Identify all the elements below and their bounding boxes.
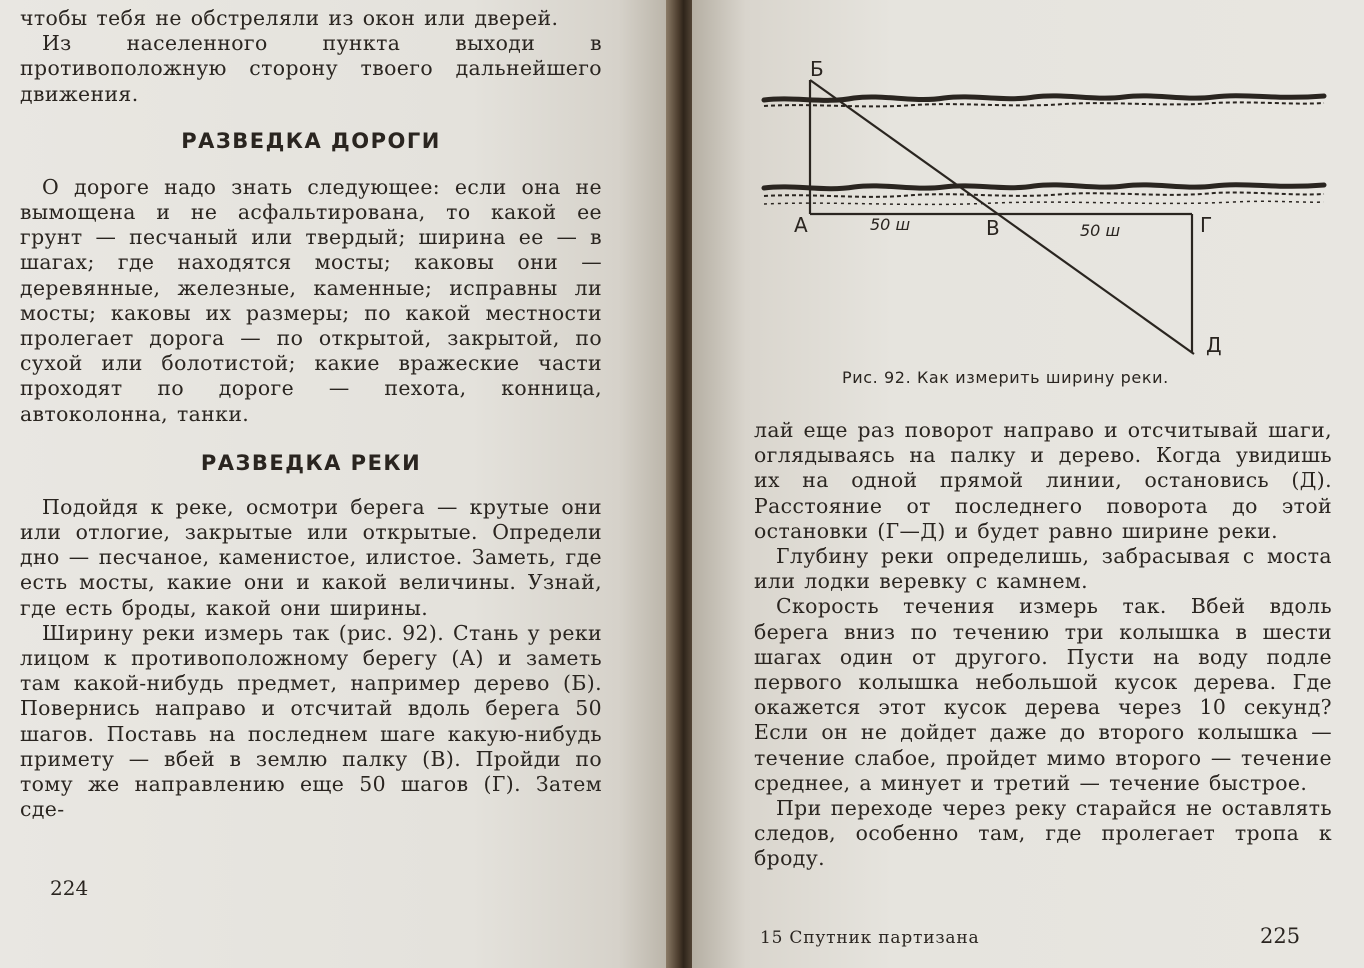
river-recon-paragraph-1: Подойдя к реке, осмотри берега — крутые они или отлогие, закрытые или открытые. Определи дно — песчаное, каменистое, илистое. Заметь, где есть мосты, какие они и какой величины. Узнай, где есть броды, какой они ширины.	[20, 494, 602, 620]
river-recon-paragraph-2: Ширину реки измерь так (рис. 92). Стань у реки лицом к противоположному берегу (А) и заметь там какой-нибудь предмет, например дерево (Б). Повернись направо и отсчитай вдоль берега 50 шагов. Поставь на последнем шаге какую-нибудь примету — вбей в землю палку (В). Пройди по тому же направлению еще 50 шагов (Г). Затем сде-	[20, 620, 602, 822]
distance-label-2: 50 ш	[1080, 221, 1121, 240]
road-recon-heading: РАЗВЕДКА ДОРОГИ	[181, 128, 441, 153]
right-page-text	[754, 418, 1332, 872]
label-b: Б	[810, 57, 824, 81]
left-page-number: 224	[50, 876, 89, 900]
near-riverbank-line	[764, 185, 1324, 189]
figure-caption: Рис. 92. Как измерить ширину реки.	[842, 368, 1169, 387]
right-page	[692, 0, 1364, 968]
distance-label-1: 50 ш	[870, 215, 911, 234]
left-page	[0, 0, 672, 968]
label-g: Г	[1200, 213, 1213, 237]
left-top-paragraph-1: чтобы тебя не обстреляли из окон или дверей.	[20, 6, 559, 30]
label-v: В	[986, 216, 1000, 240]
right-paragraph-3: Скорость течения измерь так. Вбей вдоль берега вниз по течению три колышка в шести шагах один от другого. Пусти на воду подле первого колышка небольшой кусок дерева. Где окажется этот кусок дерева через 10 секунд? Если он не дойдет даже до второго колышка — течение слабое, пройдет мимо второго — течение среднее, а минует и третий — течение быстрое.	[754, 594, 1332, 795]
left-top-paragraph-2: Из населенного пункта выходи в противоположную сторону твоего дальнейшего движения.	[20, 31, 602, 106]
river-recon-heading: РАЗВЕДКА РЕКИ	[200, 450, 422, 475]
road-recon-paragraph: О дороге надо знать следующее: если она не вымощена и не асфальтирована, то какой ее грунт — песчаный или твердый; ширина ее — в шагах; где находятся мосты; каковы они — деревянные, железные, каменные; исправны ли мосты; каковы их размеры; по какой местности пролегает дорога — по открытой, закрытой, по сухой или болотистой; какие вражеские части проходят по дороге — пехота, конница, автоколонна, танки.	[20, 174, 602, 426]
label-a: А	[794, 213, 808, 237]
near-riverbank-hatch-2	[764, 201, 1324, 204]
river-width-diagram	[754, 48, 1334, 368]
near-riverbank-hatch	[764, 193, 1324, 197]
right-paragraph-2: Глубину реки определишь, забрасывая с моста или лодки веревку с камнем.	[754, 544, 1332, 594]
far-riverbank-line	[764, 96, 1324, 101]
line-b-to-d	[810, 80, 1194, 354]
printer-signature: 15 Спутник партизана	[760, 928, 980, 948]
label-d: Д	[1206, 333, 1222, 357]
right-page-number: 225	[1260, 924, 1301, 948]
right-paragraph-1: лай еще раз поворот направо и отсчитывай шаги, оглядываясь на палку и дерево. Когда увидишь их на одной прямой линии, остановись (Д). Расстояние от последнего поворота до этой остановки (Г—Д) и будет равно ширине реки.	[754, 418, 1332, 543]
right-paragraph-4: При переходе через реку старайся не оставлять следов, особенно там, где пролегает тропа к броду.	[754, 796, 1332, 871]
